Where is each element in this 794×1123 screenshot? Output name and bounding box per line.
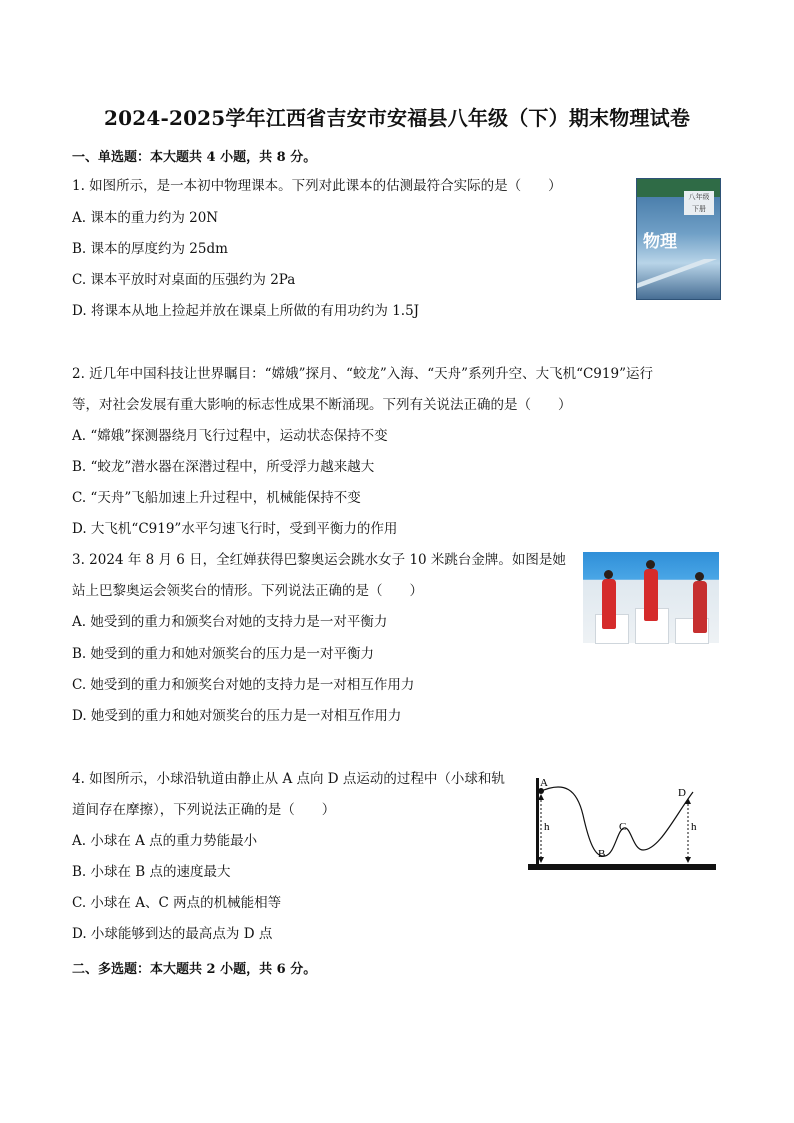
- question-4-stem-line-1: 4. 如图所示，小球沿轨道由静止从 A 点向 D 点运动的过程中（小球和轨: [72, 771, 505, 787]
- athlete-center: [644, 569, 658, 621]
- question-1-option-a: A. 课本的重力约为 20N: [72, 210, 219, 226]
- athlete-right: [693, 581, 707, 633]
- section-multiple-choice: 二、多选题：本大题共 2 小题，共 6 分。: [72, 962, 317, 977]
- section-single-choice: 一、单选题：本大题共 4 小题，共 8 分。: [72, 150, 317, 165]
- question-1-option-b: B. 课本的厚度约为 25dm: [72, 241, 228, 257]
- cover-title: 物理: [643, 232, 677, 252]
- right-arrow-down: [685, 857, 691, 863]
- award-podium-photo: [583, 552, 719, 643]
- athlete-right-head: [695, 572, 704, 581]
- label-d: D: [678, 787, 686, 799]
- label-b: B: [598, 848, 606, 860]
- question-3-stem-line-1: 3. 2024 年 8 月 6 日，全红婵获得巴黎奥运会跳水女子 10 米跳台金牌。如图是她: [72, 552, 566, 568]
- physics-textbook-image: [636, 178, 721, 300]
- question-3-option-c: C. 她受到的重力和颁奖台对她的支持力是一对相互作用力: [72, 677, 415, 693]
- cover-bridge-graphic: [637, 259, 720, 289]
- question-4-option-a: A. 小球在 A 点的重力势能最小: [72, 833, 258, 849]
- question-3-option-b: B. 她受到的重力和她对颁奖台的压力是一对平衡力: [72, 646, 375, 662]
- track-base: [528, 864, 716, 870]
- question-3-option-d: D. 她受到的重力和她对颁奖台的压力是一对相互作用力: [72, 708, 402, 724]
- question-2-option-a: A. “嫦娥”探测器绕月飞行过程中，运动状态保持不变: [72, 428, 388, 444]
- label-c: C: [619, 821, 627, 833]
- athlete-left-head: [604, 570, 613, 579]
- athlete-left: [602, 579, 616, 629]
- question-1-option-c: C. 课本平放时对桌面的压强约为 2Pa: [72, 272, 296, 288]
- question-2-option-d: D. 大飞机“C919”水平匀速飞行时，受到平衡力的作用: [72, 521, 398, 537]
- label-h-left: h: [544, 821, 550, 833]
- label-h-right: h: [691, 821, 697, 833]
- question-2-option-c: C. “天舟”飞船加速上升过程中，机械能保持不变: [72, 490, 361, 506]
- question-3-option-a: A. 她受到的重力和颁奖台对她的支持力是一对平衡力: [72, 614, 388, 630]
- exam-title: 2024-2025学年江西省吉安市安福县八年级（下）期末物理试卷: [103, 106, 691, 130]
- cover-grade-text: 八年级: [688, 193, 710, 201]
- question-1-stem: 1. 如图所示，是一本初中物理课本。下列对此课本的估测最符合实际的是（ ）: [72, 178, 562, 194]
- question-2-stem-line-2: 等，对社会发展有重大影响的标志性成果不断涌现。下列有关说法正确的是（ ）: [72, 397, 572, 413]
- question-4-option-d: D. 小球能够到达的最高点为 D 点: [72, 926, 273, 942]
- cover-grade-label: [684, 191, 714, 215]
- track-diagram: [525, 770, 725, 876]
- question-4-option-b: B. 小球在 B 点的速度最大: [72, 864, 231, 880]
- label-a: A: [540, 777, 548, 789]
- cover-volume-text: 下册: [692, 205, 706, 213]
- track-curve: [539, 787, 693, 856]
- question-4-option-c: C. 小球在 A、C 两点的机械能相等: [72, 895, 282, 911]
- question-1-option-d: D. 将课本从地上捡起并放在课桌上所做的有用功约为 1.5J: [72, 303, 420, 319]
- question-2-stem-line-1: 2. 近几年中国科技让世界瞩目：“嫦娥”探月、“蛟龙”入海、“天舟”系列升空、大飞机“C919”运行: [72, 366, 653, 382]
- athlete-center-head: [646, 560, 655, 569]
- question-3-stem-line-2: 站上巴黎奥运会领奖台的情形。下列说法正确的是（ ）: [72, 583, 423, 599]
- question-4-stem-line-2: 道间存在摩擦），下列说法正确的是（ ）: [72, 802, 336, 818]
- question-2-option-b: B. “蛟龙”潜水器在深潜过程中，所受浮力越来越大: [72, 459, 375, 475]
